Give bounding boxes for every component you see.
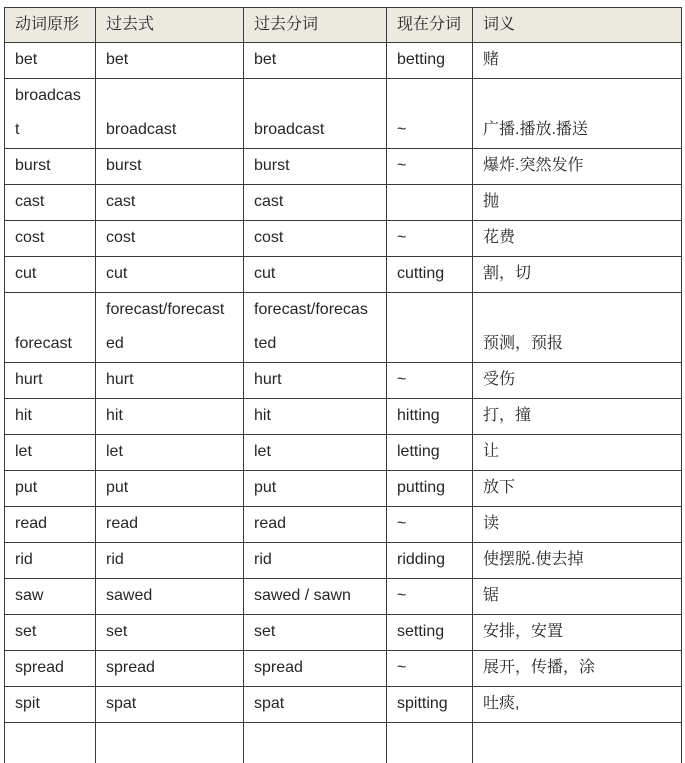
- table-cell: 使摆脱.使去掉: [473, 543, 682, 579]
- table-cell: bet: [244, 43, 387, 79]
- table-cell: spread: [244, 651, 387, 687]
- table-cell: cast: [96, 185, 244, 221]
- table-row: [5, 435, 682, 471]
- table-cell: cast: [5, 185, 96, 221]
- table-cell: 安排，安置: [473, 615, 682, 651]
- table-cell: hit: [96, 399, 244, 435]
- table-cell: cut: [244, 257, 387, 293]
- table-cell: 展开，传播，涂: [473, 651, 682, 687]
- table-cell: cutting: [387, 257, 473, 293]
- table-cell: letting: [387, 435, 473, 471]
- table-cell: let: [96, 435, 244, 471]
- table-cell: [96, 723, 244, 763]
- table-cell: 锯: [473, 579, 682, 615]
- table-cell: rid: [96, 543, 244, 579]
- table-cell: set: [5, 615, 96, 651]
- table-cell: ~: [387, 651, 473, 687]
- table-cell: spat: [96, 687, 244, 723]
- table-cell: cost: [244, 221, 387, 257]
- table-row: [5, 471, 682, 507]
- table-cell: rid: [244, 543, 387, 579]
- table-row: [5, 579, 682, 615]
- table-cell: 读: [473, 507, 682, 543]
- table-cell: ~: [387, 221, 473, 257]
- table-row: [5, 185, 682, 221]
- table-cell: spat: [244, 687, 387, 723]
- table-row: [5, 149, 682, 185]
- table-cell: putting: [387, 471, 473, 507]
- table-cell: spread: [96, 651, 244, 687]
- table-cell: sawed: [96, 579, 244, 615]
- table-cell: 受伤: [473, 363, 682, 399]
- table-cell: ~: [387, 79, 473, 149]
- table-cell: bet: [96, 43, 244, 79]
- table-cell: spit: [5, 687, 96, 723]
- table-row: [5, 543, 682, 579]
- table-cell: 抛: [473, 185, 682, 221]
- table-cell: 爆炸.突然发作: [473, 149, 682, 185]
- verb-forms-table: [4, 7, 682, 763]
- table-cell: rid: [5, 543, 96, 579]
- table-row: [5, 363, 682, 399]
- table-cell: hurt: [96, 363, 244, 399]
- table-cell: saw: [5, 579, 96, 615]
- table-cell: hit: [5, 399, 96, 435]
- table-cell: 放下: [473, 471, 682, 507]
- table-cell: 广播.播放.播送: [473, 79, 682, 149]
- table-row: [5, 399, 682, 435]
- table-row: [5, 79, 682, 149]
- table-cell: [244, 723, 387, 763]
- table-cell: let: [244, 435, 387, 471]
- table-cell: forecast/forecasted: [244, 293, 387, 363]
- table-cell: read: [244, 507, 387, 543]
- table-cell: hurt: [5, 363, 96, 399]
- table-cell: broadcast: [244, 79, 387, 149]
- table-cell: [387, 723, 473, 763]
- table-cell: sawed / sawn: [244, 579, 387, 615]
- table-cell: let: [5, 435, 96, 471]
- table-cell: [387, 185, 473, 221]
- table-cell: 吐痰,: [473, 687, 682, 723]
- table-cell: [387, 293, 473, 363]
- column-header-1: 动词原形: [5, 8, 96, 43]
- table-row: [5, 651, 682, 687]
- table-cell: [5, 723, 96, 763]
- column-header-3: 过去分词: [244, 8, 387, 43]
- table-cell: broadcast: [5, 79, 96, 149]
- table-cell: put: [244, 471, 387, 507]
- table-cell: 预测，预报: [473, 293, 682, 363]
- table-cell: cut: [5, 257, 96, 293]
- table-cell: betting: [387, 43, 473, 79]
- table-cell: burst: [5, 149, 96, 185]
- table-cell: ridding: [387, 543, 473, 579]
- table-cell: bet: [5, 43, 96, 79]
- column-header-5: 词义: [473, 8, 682, 43]
- table-cell: forecast: [5, 293, 96, 363]
- table-cell: broadcast: [96, 79, 244, 149]
- column-header-4: 现在分词: [387, 8, 473, 43]
- table-cell: cast: [244, 185, 387, 221]
- table-row: [5, 687, 682, 723]
- table-cell: put: [5, 471, 96, 507]
- table-cell: ~: [387, 363, 473, 399]
- table-cell: 花费: [473, 221, 682, 257]
- table-cell: 割，切: [473, 257, 682, 293]
- table-cell: 让: [473, 435, 682, 471]
- table-row: [5, 221, 682, 257]
- table-cell: cost: [5, 221, 96, 257]
- table-cell: ~: [387, 507, 473, 543]
- clipped-row: [5, 723, 682, 763]
- table-cell: set: [244, 615, 387, 651]
- table-row: [5, 43, 682, 79]
- table-cell: setting: [387, 615, 473, 651]
- table-cell: hit: [244, 399, 387, 435]
- table-row: [5, 257, 682, 293]
- table-cell: [473, 723, 682, 763]
- table-row: [5, 615, 682, 651]
- table-body: [5, 43, 682, 763]
- table-cell: set: [96, 615, 244, 651]
- table-cell: burst: [96, 149, 244, 185]
- table-cell: spread: [5, 651, 96, 687]
- table-cell: read: [96, 507, 244, 543]
- table-cell: burst: [244, 149, 387, 185]
- header-row: [5, 8, 682, 43]
- table-cell: 打，撞: [473, 399, 682, 435]
- table-cell: 赌: [473, 43, 682, 79]
- table-cell: cost: [96, 221, 244, 257]
- table-cell: ~: [387, 149, 473, 185]
- table-cell: read: [5, 507, 96, 543]
- table-cell: cut: [96, 257, 244, 293]
- table-row: [5, 293, 682, 363]
- column-header-2: 过去式: [96, 8, 244, 43]
- table-cell: forecast/forecasted: [96, 293, 244, 363]
- table-header: [5, 8, 682, 43]
- table-cell: spitting: [387, 687, 473, 723]
- table-cell: hurt: [244, 363, 387, 399]
- table-cell: put: [96, 471, 244, 507]
- table-cell: ~: [387, 579, 473, 615]
- table-row: [5, 507, 682, 543]
- table-cell: hitting: [387, 399, 473, 435]
